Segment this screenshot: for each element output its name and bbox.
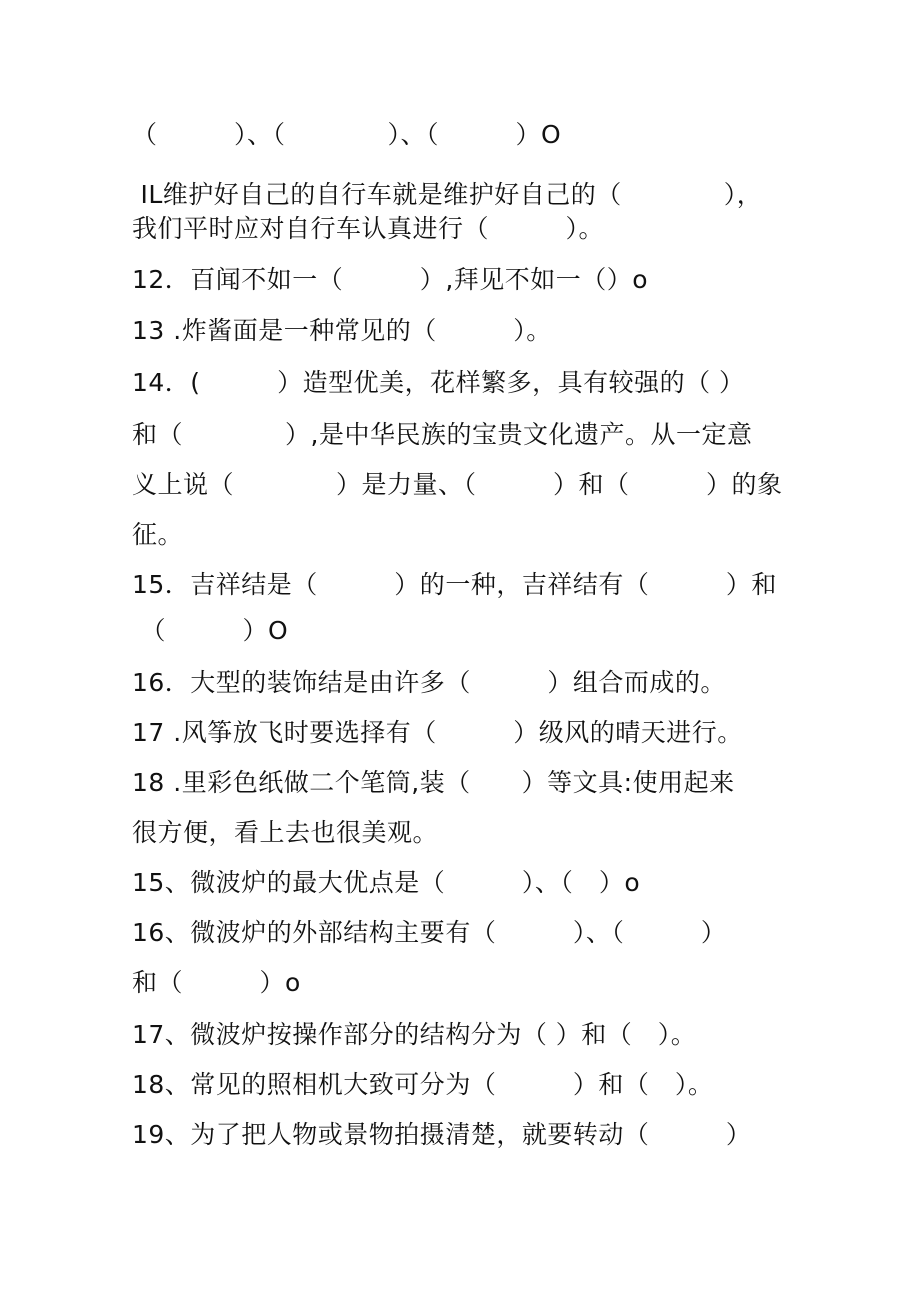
text-line-7: 和（ ）,是中华民族的宝贵文化遗产。从一定意 xyxy=(132,420,753,449)
text-line-16: 15、微波炉的最大优点是（ ）、（ ）o xyxy=(132,868,641,897)
text-line-5: 13 .炸酱面是一种常见的（ ）。 xyxy=(132,316,552,345)
text-line-19: 17、微波炉按操作部分的结构分为（ ）和（ ）。 xyxy=(132,1020,697,1049)
text-line-17: 16、微波炉的外部结构主要有（ ）、（ ） xyxy=(132,918,727,947)
text-line-12: 16．大型的装饰结是由许多（ ）组合而成的。 xyxy=(132,668,726,697)
text-line-6: 14．( ）造型优美，花样繁多，具有较强的（ ） xyxy=(132,368,745,397)
text-line-9: 征。 xyxy=(132,520,184,549)
text-line-3: 我们平时应对自行车认真进行（ ）。 xyxy=(132,214,605,243)
text-line-15: 很方便，看上去也很美观。 xyxy=(132,818,439,847)
text-line-20: 18、常见的照相机大致可分为（ ）和（ ）。 xyxy=(132,1070,714,1099)
text-line-21: 19、为了把人物或景物拍摄清楚，就要转动（ ） xyxy=(132,1120,752,1149)
text-line-2: IL维护好自己的自行车就是维护好自己的（ ）， xyxy=(132,180,763,209)
text-line-8: 义上说（ ）是力量、（ ）和（ ）的象 xyxy=(132,470,783,499)
text-line-4: 12．百闻不如一（ ）,拜见不如一（）o xyxy=(132,265,649,294)
text-line-18: 和（ ）o xyxy=(132,968,301,997)
text-line-14: 18 .里彩色纸做二个笔筒,装（ ）等文具:使用起来 xyxy=(132,768,735,797)
text-line-10: 15．吉祥结是（ ）的一种，吉祥结有（ ）和 xyxy=(132,570,777,599)
text-line-11: （ ）O xyxy=(132,616,289,645)
text-line-13: 17 .风筝放飞时要选择有（ ）级风的晴天进行。 xyxy=(132,718,743,747)
text-line-1: （ ）、（ ）、（ ）O xyxy=(132,120,562,149)
